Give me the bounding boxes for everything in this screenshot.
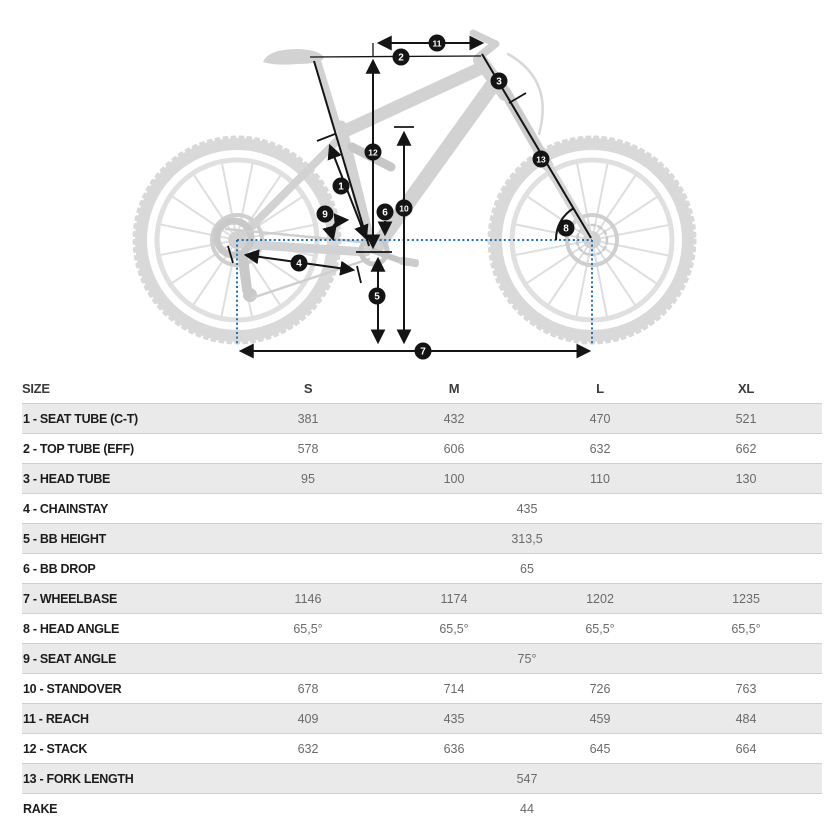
row-label: 13 - FORK LENGTH <box>23 771 134 786</box>
cell-value-merged: 547 <box>516 771 538 786</box>
header-size-label: SIZE <box>22 381 50 396</box>
cell-value: 632 <box>297 741 319 756</box>
cell-value: 432 <box>443 411 465 426</box>
header-col-m: M <box>448 381 460 396</box>
cell-value-merged: 75° <box>517 651 537 666</box>
table-header <box>22 374 822 403</box>
callout-badge-5 <box>369 288 386 305</box>
table-row <box>22 643 822 673</box>
cell-value: 435 <box>443 711 465 726</box>
bike-illustration <box>134 33 695 343</box>
cell-value: 65,5° <box>439 621 469 636</box>
cell-value: 95 <box>301 471 315 486</box>
cell-value: 65,5° <box>585 621 615 636</box>
row-label: 11 - REACH <box>23 711 89 726</box>
table-row <box>22 583 822 613</box>
cell-value: 1174 <box>440 591 468 606</box>
table-row <box>22 613 822 643</box>
svg-text:8: 8 <box>563 223 569 235</box>
cell-value: 65,5° <box>293 621 323 636</box>
cell-value: 763 <box>735 681 757 696</box>
row-label: 5 - BB HEIGHT <box>23 531 106 546</box>
row-label: 4 - CHAINSTAY <box>23 501 109 516</box>
cell-value-merged: 313,5 <box>511 531 543 546</box>
table-row <box>22 673 822 703</box>
cell-value: 521 <box>735 411 757 426</box>
cell-value: 100 <box>443 471 465 486</box>
cell-value: 726 <box>589 681 611 696</box>
callout-badge-11 <box>429 35 446 52</box>
cell-value-merged: 65 <box>520 561 534 576</box>
cell-value: 1202 <box>586 591 614 606</box>
table-row <box>22 553 822 583</box>
row-label: 3 - HEAD TUBE <box>23 471 111 486</box>
callout-badge-12 <box>365 144 382 161</box>
table-row <box>22 703 822 733</box>
cell-value: 636 <box>443 741 465 756</box>
cell-value: 645 <box>589 741 611 756</box>
svg-text:4: 4 <box>296 258 302 270</box>
cell-value: 65,5° <box>731 621 761 636</box>
svg-text:5: 5 <box>374 291 380 303</box>
table-row <box>22 433 822 463</box>
callout-badge-1 <box>333 178 350 195</box>
table-row <box>22 463 822 493</box>
header-col-l: L <box>596 381 604 396</box>
row-label: 8 - HEAD ANGLE <box>23 621 120 636</box>
row-label: 9 - SEAT ANGLE <box>23 651 117 666</box>
cell-value-merged: 44 <box>520 801 534 816</box>
cell-value: 409 <box>297 711 319 726</box>
row-label: 12 - STACK <box>23 741 88 756</box>
svg-text:2: 2 <box>398 52 404 64</box>
callout-badge-3 <box>491 73 508 90</box>
svg-text:7: 7 <box>420 346 426 358</box>
callout-badge-2 <box>393 49 410 66</box>
cell-value: 1146 <box>294 591 322 606</box>
row-label: 10 - STANDOVER <box>23 681 122 696</box>
table-row <box>22 493 822 523</box>
cell-value: 678 <box>297 681 319 696</box>
frame <box>240 33 590 252</box>
callout-badge-10 <box>396 200 413 217</box>
svg-text:1: 1 <box>338 181 344 193</box>
svg-text:6: 6 <box>382 207 388 219</box>
cell-value: 632 <box>589 441 611 456</box>
callout-badge-7 <box>415 343 432 360</box>
table-row <box>22 523 822 553</box>
svg-text:10: 10 <box>399 203 409 214</box>
geometry-table <box>22 374 822 823</box>
table-row <box>22 793 822 823</box>
cell-value-merged: 435 <box>516 501 538 516</box>
svg-text:3: 3 <box>496 76 502 88</box>
row-label: 6 - BB DROP <box>23 561 96 576</box>
cell-value: 578 <box>297 441 319 456</box>
row-label: 2 - TOP TUBE (EFF) <box>23 441 134 456</box>
row-label: 1 - SEAT TUBE (C-T) <box>23 411 138 426</box>
table-row <box>22 763 822 793</box>
callout-badge-6 <box>377 204 394 221</box>
callout-badge-8 <box>558 220 575 237</box>
header-col-xl: XL <box>737 381 754 396</box>
header-col-s: S <box>303 381 313 396</box>
cell-value: 484 <box>735 711 757 726</box>
cell-value: 130 <box>735 471 757 486</box>
callout-badge-4 <box>291 255 308 272</box>
geometry-diagram <box>0 0 830 372</box>
cell-value: 459 <box>589 711 611 726</box>
cell-value: 606 <box>443 441 465 456</box>
table-row <box>22 403 822 433</box>
svg-text:12: 12 <box>368 147 378 158</box>
cell-value: 1235 <box>732 591 760 606</box>
cell-value: 110 <box>590 471 610 486</box>
cell-value: 381 <box>297 411 319 426</box>
callout-badge-13 <box>533 151 550 168</box>
cell-value: 664 <box>735 741 757 756</box>
cell-value: 470 <box>589 411 611 426</box>
svg-text:11: 11 <box>432 38 442 49</box>
table-row <box>22 733 822 763</box>
cell-value: 662 <box>735 441 757 456</box>
callout-badge-9 <box>317 206 334 223</box>
svg-text:13: 13 <box>536 154 546 165</box>
row-label: RAKE <box>23 801 58 816</box>
table-body <box>22 403 822 823</box>
svg-text:9: 9 <box>322 209 328 221</box>
cell-value: 714 <box>443 681 465 696</box>
row-label: 7 - WHEELBASE <box>23 591 118 606</box>
